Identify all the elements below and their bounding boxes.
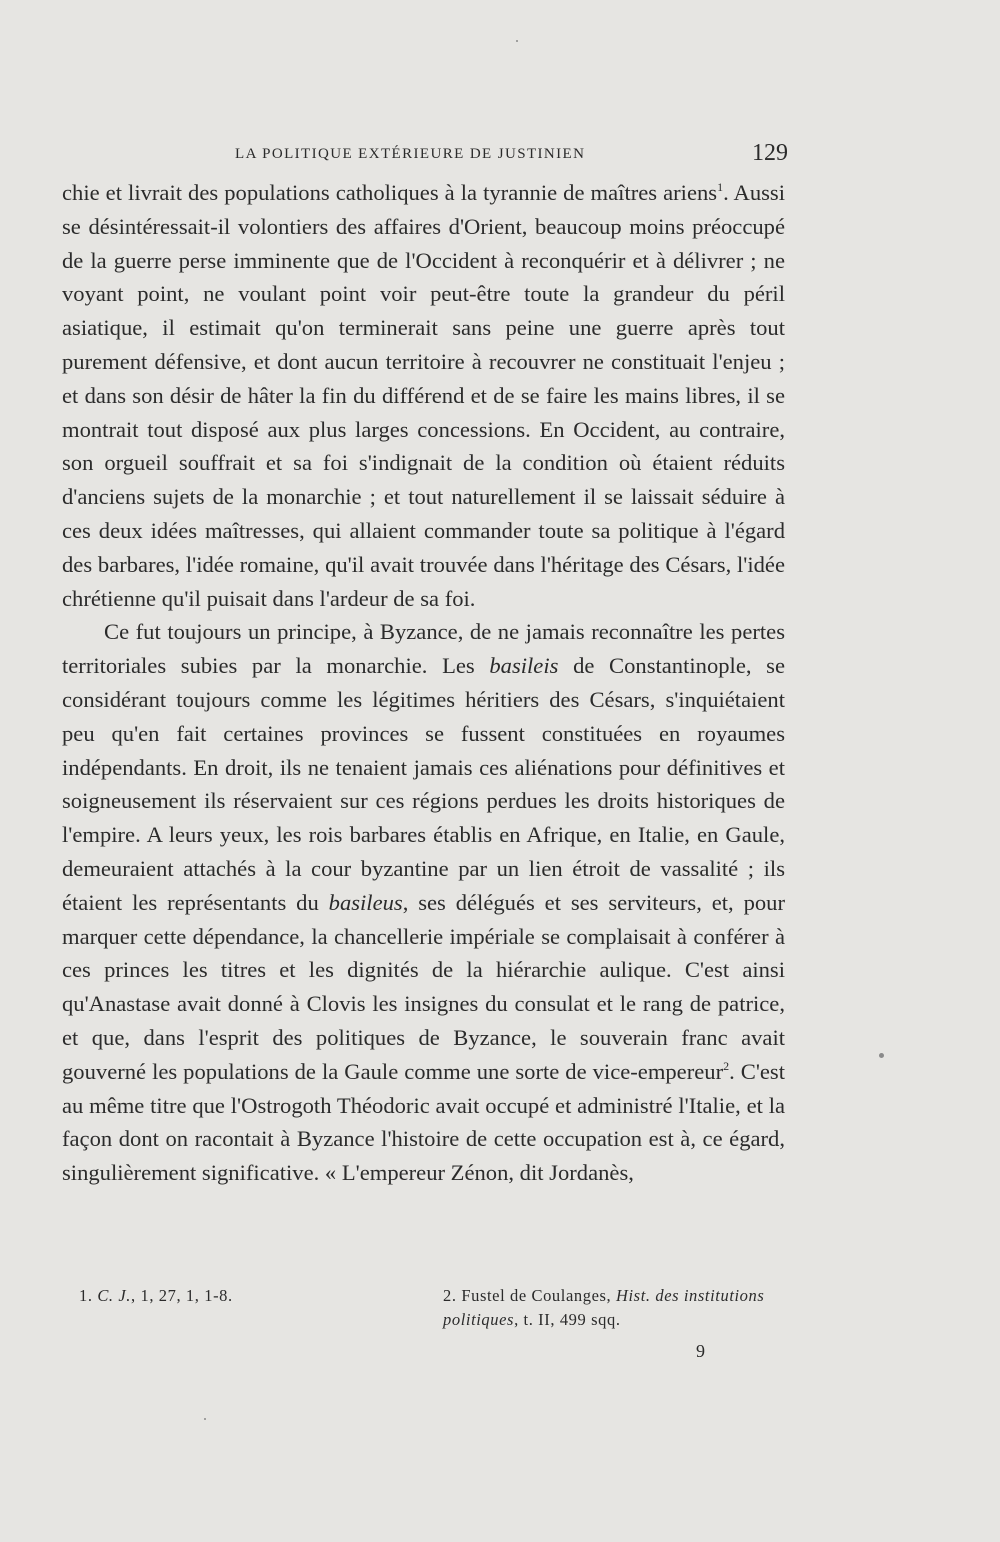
footnote-ref-2: 2 (723, 1058, 730, 1073)
signature-mark: 9 (696, 1341, 705, 1361)
footnote-1-source: C. J. (97, 1286, 132, 1305)
footnote-2 (443, 1284, 793, 1332)
footnote-2-rest: , t. II, 499 sqq. (514, 1310, 621, 1329)
paragraph-2-text-c: , ses délégués et ses serviteurs, et, pour marquer cette dépendance, la chancellerie impériale se complaisait à conférer à ces princes les titres et les dignités de la hiérarchie aulique. C'est ainsi qu'Anastase avait donné à Clovis les insignes du consulat et le rang de patrice, et que, dans l'esprit des politiques de Byzance, le souverain franc avait gouverné les populations de la Gaule comme une sorte de vice-empereur (62, 889, 785, 1084)
running-title: LA POLITIQUE EXTÉRIEURE DE JUSTINIEN (235, 146, 586, 162)
page-header (230, 140, 790, 170)
paper-speck (204, 1418, 206, 1420)
paper-speck (516, 40, 518, 42)
paragraph-1 (62, 176, 785, 615)
footnote-ref-1: 1 (717, 180, 724, 194)
page-number: 129 (752, 140, 788, 166)
body-text (62, 176, 785, 1190)
footnote-1 (79, 1284, 233, 1308)
footnote-1-number: 1. (79, 1286, 93, 1305)
paragraph-1-text-a: chie et livrait des populations catholiques à la tyrannie de maîtres ariens (62, 180, 718, 205)
paragraph-2 (62, 615, 785, 1190)
footnote-2-title: Hist. des institutions politiques (443, 1286, 765, 1329)
paragraph-2-text-b: de Constantinople, se considérant toujours comme les légitimes héritiers des Césars, s'inquiétaient peu qu'en fait certaines provinces se fussent constituées en royaumes indépendants. En droit, ils ne tenaient jamais ces aliénations pour définitives et soigneusement ils réservaient sur ces régions perdues les droits historiques de l'empire. A leurs yeux, les rois barbares établis en Afrique, en Italie, en Gaule, demeuraient attachés à la cour byzantine par un lien étroit de vassalité ; ils étaient les représentants du (62, 653, 785, 915)
footnote-2-author: Fustel de Coulanges, (461, 1286, 616, 1305)
paper-speck (879, 1053, 884, 1058)
paragraph-2-text-a: Ce fut toujours un principe, à Byzance, de ne jamais reconnaître les pertes territoriales subies par la monarchie. Les (62, 619, 785, 679)
paragraph-2-text-d: . C'est au même titre que l'Ostrogoth Théodoric avait occupé et administré l'Italie, et la façon dont on racontait à Byzance l'histoire de cette occupation est à, ce égard, singulièrement significative. « L'empereur Zénon, dit Jordanès, (62, 1058, 785, 1186)
paragraph-1-text-b: . Aussi se désintéressait-il volontiers des affaires d'Orient, beaucoup moins préoccupé de la guerre perse imminente que de l'Occident à reconquérir et à délivrer ; ne voyant point, ne voulant point voir peut-être toute la grandeur du péril asiatique, il estimait qu'on terminerait sans peine une guerre après tout purement défensive, et dont aucun territoire à recouvrer ne constituait l'enjeu ; et dans son désir de hâter la fin du différend et de se faire les mains libres, il se montrait tout disposé aux plus larges concessions. En Occident, au contraire, son orgueil souffrait et sa foi s'indignait de la condition où étaient réduits d'anciens sujets de la monarchie ; et tout naturellement il se laissait séduire à ces deux idées maîtresses, qui allaient commander toute sa politique à l'égard des barbares, l'idée romaine, qu'il avait trouvée dans l'héritage des Césars, l'idée chrétienne qu'il puisait dans l'ardeur de sa foi. (62, 180, 785, 611)
footnote-1-rest: , 1, 27, 1, 1-8. (131, 1286, 233, 1305)
italic-basileus: basileus (328, 889, 403, 915)
footnote-2-number: 2. (443, 1286, 457, 1305)
italic-basileis: basileis (489, 653, 559, 679)
